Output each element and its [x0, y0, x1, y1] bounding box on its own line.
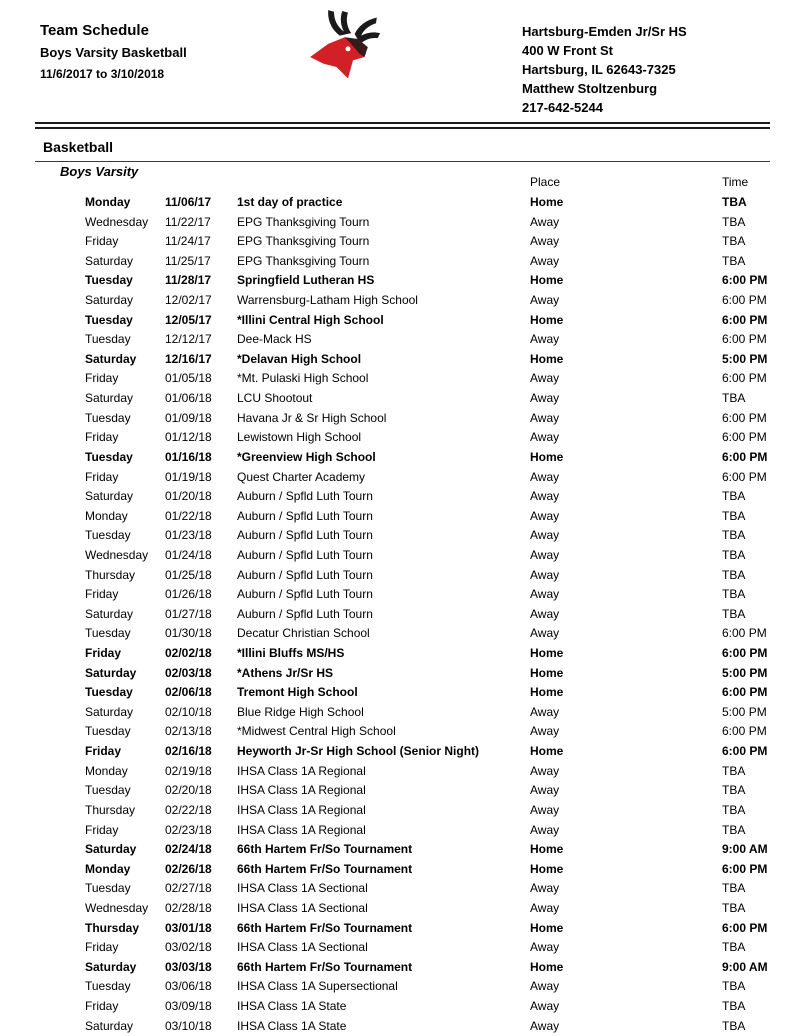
row-time: 6:00 PM: [722, 646, 768, 661]
row-time: 6:00 PM: [722, 744, 768, 759]
row-time: 6:00 PM: [722, 410, 767, 425]
schedule-row: [85, 821, 770, 841]
row-time: TBA: [722, 802, 746, 817]
row-day: Thursday: [85, 920, 140, 935]
row-day: Tuesday: [85, 410, 131, 425]
schedule-row: [85, 526, 770, 546]
row-place: Home: [530, 312, 564, 327]
row-event: Auburn / Spfld Luth Tourn: [237, 547, 373, 562]
row-event: *Greenview High School: [237, 449, 376, 464]
row-date: 11/06/17: [165, 195, 212, 209]
row-time: 6:00 PM: [722, 293, 767, 308]
row-event: Auburn / Spfld Luth Tourn: [237, 528, 373, 543]
school-phone: 217-642-5244: [522, 100, 603, 115]
row-place: Home: [530, 959, 564, 974]
row-time: TBA: [722, 391, 746, 406]
row-time: TBA: [722, 508, 746, 523]
row-day: Wednesday: [85, 547, 149, 562]
row-place: Away: [530, 234, 560, 249]
row-day: Friday: [85, 371, 119, 386]
row-day: Friday: [85, 998, 119, 1013]
schedule-row: [85, 722, 770, 742]
row-place: Away: [530, 704, 560, 719]
row-event: Blue Ridge High School: [237, 704, 364, 719]
row-day: Friday: [85, 822, 119, 837]
schedule-row: [85, 879, 770, 899]
row-time: 6:00 PM: [722, 430, 767, 445]
row-place: Away: [530, 587, 560, 602]
column-header-time: Time: [722, 175, 749, 189]
row-date: 02/20/18: [165, 783, 212, 798]
row-day: Saturday: [85, 293, 134, 308]
row-place: Home: [530, 920, 564, 935]
row-place: Away: [530, 371, 560, 386]
sport-heading: Basketball: [43, 139, 114, 155]
team-level-heading: Boys Varsity: [60, 164, 139, 179]
schedule-row: [85, 840, 770, 860]
schedule-row: [85, 1017, 770, 1036]
column-header-place: Place: [530, 175, 561, 189]
row-day: Saturday: [85, 959, 137, 974]
row-event: IHSA Class 1A Regional: [237, 802, 366, 817]
row-place: Away: [530, 489, 560, 504]
row-event: Auburn / Spfld Luth Tourn: [237, 587, 373, 602]
row-date: 12/16/17: [165, 351, 212, 366]
row-date: 01/16/18: [165, 449, 212, 464]
row-day: Tuesday: [85, 449, 133, 464]
row-date: 12/05/17: [165, 312, 212, 327]
row-place: Away: [530, 410, 560, 425]
row-date: 02/16/18: [165, 744, 212, 759]
row-place: Away: [530, 802, 560, 817]
row-day: Tuesday: [85, 528, 131, 543]
row-date: 01/12/18: [165, 430, 212, 445]
row-time: 5:00 PM: [722, 665, 768, 680]
row-time: TBA: [722, 587, 746, 602]
row-time: TBA: [722, 940, 746, 955]
row-date: 03/02/18: [165, 940, 212, 955]
schedule-row: [85, 369, 770, 389]
row-event: *Illini Central High School: [237, 312, 384, 327]
row-place: Away: [530, 508, 560, 523]
row-date: 01/20/18: [165, 489, 212, 504]
row-day: Tuesday: [85, 783, 131, 798]
school-address-line1: 400 W Front St: [522, 43, 614, 58]
row-date: 01/05/18: [165, 371, 212, 386]
schedule-row: [85, 683, 770, 703]
stag-icon: [298, 6, 398, 90]
column-header-date-spacer: [165, 172, 237, 193]
row-date: 01/30/18: [165, 626, 212, 641]
row-event: LCU Shootout: [237, 391, 313, 406]
schedule-row: [85, 193, 770, 213]
schedule-table: [85, 172, 770, 1036]
table-header-row: [85, 172, 770, 193]
row-time: 6:00 PM: [722, 371, 767, 386]
row-time: TBA: [722, 253, 746, 268]
row-event: *Mt. Pulaski High School: [237, 371, 369, 386]
row-event: EPG Thanksgiving Tourn: [237, 214, 370, 229]
row-day: Tuesday: [85, 273, 133, 288]
row-date: 02/19/18: [165, 763, 212, 778]
schedule-row: [85, 330, 770, 350]
row-place: Away: [530, 940, 560, 955]
row-place: Away: [530, 979, 560, 994]
row-date: 02/06/18: [165, 685, 212, 700]
schedule-row: [85, 860, 770, 880]
schedule-row: [85, 624, 770, 644]
row-place: Home: [530, 842, 564, 857]
row-place: Away: [530, 783, 560, 798]
row-date: 01/27/18: [165, 606, 212, 621]
row-event: 66th Hartem Fr/So Tournament: [237, 842, 413, 857]
row-day: Monday: [85, 861, 131, 876]
row-date: 01/19/18: [165, 469, 212, 484]
row-date: 01/23/18: [165, 528, 212, 543]
row-time: 6:00 PM: [722, 449, 768, 464]
row-event: Springfield Lutheran HS: [237, 273, 375, 288]
column-header-day-spacer: [85, 172, 165, 193]
schedule-row: [85, 801, 770, 821]
sport-heading-wrap: [35, 139, 770, 162]
schedule-row: [85, 311, 770, 331]
row-place: Away: [530, 528, 560, 543]
row-date: 02/27/18: [165, 881, 212, 896]
row-time: TBA: [722, 763, 746, 778]
row-event: IHSA Class 1A Sectional: [237, 900, 368, 915]
row-time: TBA: [722, 998, 746, 1013]
row-place: Away: [530, 469, 560, 484]
row-time: TBA: [722, 606, 746, 621]
row-time: 6:00 PM: [722, 685, 768, 700]
row-day: Saturday: [85, 391, 134, 406]
schedule-row: [85, 350, 770, 370]
row-event: Auburn / Spfld Luth Tourn: [237, 606, 373, 621]
row-date: 11/28/17: [165, 273, 212, 288]
row-date: 11/22/17: [165, 214, 211, 229]
row-time: 9:00 AM: [722, 842, 768, 857]
schedule-rows: [85, 193, 770, 1036]
row-day: Friday: [85, 646, 122, 661]
schedule-row: [85, 271, 770, 291]
row-place: Home: [530, 744, 564, 759]
school-contact-name: Matthew Stoltzenburg: [522, 81, 658, 96]
report-team: Boys Varsity Basketball: [40, 45, 187, 60]
row-day: Friday: [85, 234, 119, 249]
row-day: Tuesday: [85, 626, 131, 641]
row-event: Auburn / Spfld Luth Tourn: [237, 489, 373, 504]
row-date: 01/25/18: [165, 567, 212, 582]
row-day: Tuesday: [85, 979, 131, 994]
row-date: 03/01/18: [165, 920, 212, 935]
row-place: Home: [530, 646, 564, 661]
row-place: Away: [530, 1018, 560, 1033]
schedule-row: [85, 448, 770, 468]
row-time: TBA: [722, 783, 746, 798]
row-place: Home: [530, 665, 564, 680]
row-event: IHSA Class 1A Supersectional: [237, 979, 398, 994]
school-mascot-logo: [298, 6, 398, 90]
row-place: Away: [530, 332, 560, 347]
schedule-row: [85, 605, 770, 625]
row-place: Away: [530, 822, 560, 837]
row-event: Dee-Mack HS: [237, 332, 312, 347]
row-day: Saturday: [85, 489, 134, 504]
row-day: Monday: [85, 195, 131, 209]
schedule-row: [85, 507, 770, 527]
schedule-row: [85, 252, 770, 272]
schedule-row: [85, 703, 770, 723]
header-divider: [35, 122, 770, 129]
row-date: 12/12/17: [165, 332, 212, 347]
row-day: Friday: [85, 744, 122, 759]
schedule-row: [85, 664, 770, 684]
schedule-row: [85, 291, 770, 311]
row-time: TBA: [722, 547, 746, 562]
row-date: 02/24/18: [165, 842, 212, 857]
schedule-row: [85, 977, 770, 997]
row-day: Tuesday: [85, 332, 131, 347]
schedule-row: [85, 997, 770, 1017]
row-event: Lewistown High School: [237, 430, 362, 445]
row-time: 5:00 PM: [722, 351, 768, 366]
row-place: Away: [530, 430, 560, 445]
row-place: Away: [530, 606, 560, 621]
row-day: Saturday: [85, 253, 134, 268]
row-day: Tuesday: [85, 881, 131, 896]
row-time: 6:00 PM: [722, 312, 768, 327]
row-date: 02/23/18: [165, 822, 212, 837]
row-day: Saturday: [85, 1018, 134, 1033]
schedule-row: [85, 389, 770, 409]
row-event: IHSA Class 1A Regional: [237, 763, 366, 778]
schedule-row: [85, 566, 770, 586]
row-event: 66th Hartem Fr/So Tournament: [237, 920, 413, 935]
row-event: 1st day of practice: [237, 195, 343, 209]
row-event: *Illini Bluffs MS/HS: [237, 646, 345, 661]
row-place: Home: [530, 351, 564, 366]
row-event: *Delavan High School: [237, 351, 362, 366]
row-event: Warrensburg-Latham High School: [237, 293, 418, 308]
row-time: TBA: [722, 234, 746, 249]
row-time: TBA: [722, 489, 746, 504]
row-time: TBA: [722, 822, 746, 837]
row-day: Tuesday: [85, 724, 131, 739]
row-place: Home: [530, 273, 564, 288]
row-date: 03/10/18: [165, 1018, 212, 1033]
schedule-row: [85, 468, 770, 488]
row-time: TBA: [722, 1018, 746, 1033]
row-place: Home: [530, 685, 564, 700]
row-date: 02/22/18: [165, 802, 212, 817]
row-event: Heyworth Jr-Sr High School (Senior Night): [237, 744, 480, 759]
row-day: Saturday: [85, 704, 134, 719]
row-place: Away: [530, 881, 560, 896]
row-place: Away: [530, 763, 560, 778]
row-day: Wednesday: [85, 214, 149, 229]
schedule-row: [85, 487, 770, 507]
school-info: [522, 22, 687, 117]
row-time: 6:00 PM: [722, 273, 768, 288]
row-event: IHSA Class 1A Sectional: [237, 881, 368, 896]
row-place: Away: [530, 214, 560, 229]
row-day: Saturday: [85, 665, 137, 680]
row-time: 9:00 AM: [722, 959, 768, 974]
row-event: Havana Jr & Sr High School: [237, 410, 387, 425]
row-time: 6:00 PM: [722, 332, 767, 347]
schedule-row: [85, 644, 770, 664]
row-place: Away: [530, 900, 560, 915]
row-time: TBA: [722, 567, 746, 582]
school-name: Hartsburg-Emden Jr/Sr HS: [522, 24, 687, 39]
row-day: Friday: [85, 469, 119, 484]
row-time: TBA: [722, 900, 746, 915]
row-date: 02/26/18: [165, 861, 212, 876]
row-event: IHSA Class 1A Regional: [237, 822, 366, 837]
schedule-row: [85, 899, 770, 919]
row-place: Away: [530, 626, 560, 641]
row-date: 01/09/18: [165, 410, 212, 425]
row-time: TBA: [722, 528, 746, 543]
row-day: Saturday: [85, 351, 137, 366]
row-event: *Midwest Central High School: [237, 724, 396, 739]
row-time: 6:00 PM: [722, 724, 767, 739]
row-date: 03/06/18: [165, 979, 212, 994]
row-time: TBA: [722, 214, 746, 229]
row-place: Home: [530, 449, 564, 464]
report-title: Team Schedule: [40, 22, 149, 39]
row-day: Thursday: [85, 802, 136, 817]
row-event: Decatur Christian School: [237, 626, 370, 641]
row-date: 02/28/18: [165, 900, 212, 915]
row-place: Away: [530, 724, 560, 739]
schedule-row: [85, 938, 770, 958]
schedule-row: [85, 762, 770, 782]
row-event: EPG Thanksgiving Tourn: [237, 234, 370, 249]
row-day: Saturday: [85, 606, 134, 621]
row-date: 02/13/18: [165, 724, 212, 739]
row-date: 03/09/18: [165, 998, 212, 1013]
row-day: Thursday: [85, 567, 136, 582]
row-event: Auburn / Spfld Luth Tourn: [237, 508, 373, 523]
schedule-row: [85, 781, 770, 801]
schedule-row: [85, 428, 770, 448]
row-event: IHSA Class 1A Sectional: [237, 940, 368, 955]
schedule-row: [85, 213, 770, 233]
row-time: TBA: [722, 979, 746, 994]
row-date: 02/10/18: [165, 704, 212, 719]
row-event: IHSA Class 1A State: [237, 998, 347, 1013]
row-time: 6:00 PM: [722, 920, 768, 935]
row-time: 6:00 PM: [722, 861, 768, 876]
row-date: 01/24/18: [165, 547, 212, 562]
schedule-row: [85, 232, 770, 252]
row-date: 11/24/17: [165, 234, 211, 249]
row-date: 11/25/17: [165, 253, 211, 268]
column-header-event-spacer: [237, 172, 530, 193]
report-info: [40, 22, 187, 81]
row-place: Home: [530, 861, 564, 876]
row-place: Home: [530, 195, 564, 209]
row-date: 03/03/18: [165, 959, 212, 974]
row-place: Away: [530, 293, 560, 308]
row-event: 66th Hartem Fr/So Tournament: [237, 861, 413, 876]
row-event: Quest Charter Academy: [237, 469, 366, 484]
row-event: *Athens Jr/Sr HS: [237, 665, 334, 680]
row-day: Saturday: [85, 842, 137, 857]
schedule-row: [85, 958, 770, 978]
row-time: TBA: [722, 881, 746, 896]
row-day: Monday: [85, 763, 128, 778]
row-day: Friday: [85, 430, 119, 445]
row-date: 12/02/17: [165, 293, 212, 308]
row-event: IHSA Class 1A State: [237, 1018, 347, 1033]
row-day: Friday: [85, 940, 119, 955]
row-place: Away: [530, 547, 560, 562]
row-time: 5:00 PM: [722, 704, 767, 719]
row-date: 02/03/18: [165, 665, 212, 680]
row-time: 6:00 PM: [722, 469, 767, 484]
row-event: IHSA Class 1A Regional: [237, 783, 366, 798]
schedule-row: [85, 919, 770, 939]
schedule-row: [85, 585, 770, 605]
report-date-range: 11/6/2017 to 3/10/2018: [40, 67, 165, 81]
row-place: Away: [530, 998, 560, 1013]
row-day: Monday: [85, 508, 128, 523]
row-time: TBA: [722, 195, 747, 209]
schedule-row: [85, 742, 770, 762]
row-day: Tuesday: [85, 685, 133, 700]
row-day: Wednesday: [85, 900, 149, 915]
row-date: 01/26/18: [165, 587, 212, 602]
row-event: Auburn / Spfld Luth Tourn: [237, 567, 373, 582]
row-place: Away: [530, 567, 560, 582]
row-day: Friday: [85, 587, 119, 602]
school-address-line2: Hartsburg, IL 62643-7325: [522, 62, 676, 77]
row-place: Away: [530, 253, 560, 268]
row-date: 02/02/18: [165, 646, 212, 661]
row-time: 6:00 PM: [722, 626, 767, 641]
row-place: Away: [530, 391, 560, 406]
schedule-row: [85, 409, 770, 429]
row-event: Tremont High School: [237, 685, 358, 700]
row-date: 01/22/18: [165, 508, 212, 523]
row-event: 66th Hartem Fr/So Tournament: [237, 959, 413, 974]
schedule-row: [85, 546, 770, 566]
row-day: Tuesday: [85, 312, 133, 327]
row-event: EPG Thanksgiving Tourn: [237, 253, 370, 268]
row-date: 01/06/18: [165, 391, 212, 406]
